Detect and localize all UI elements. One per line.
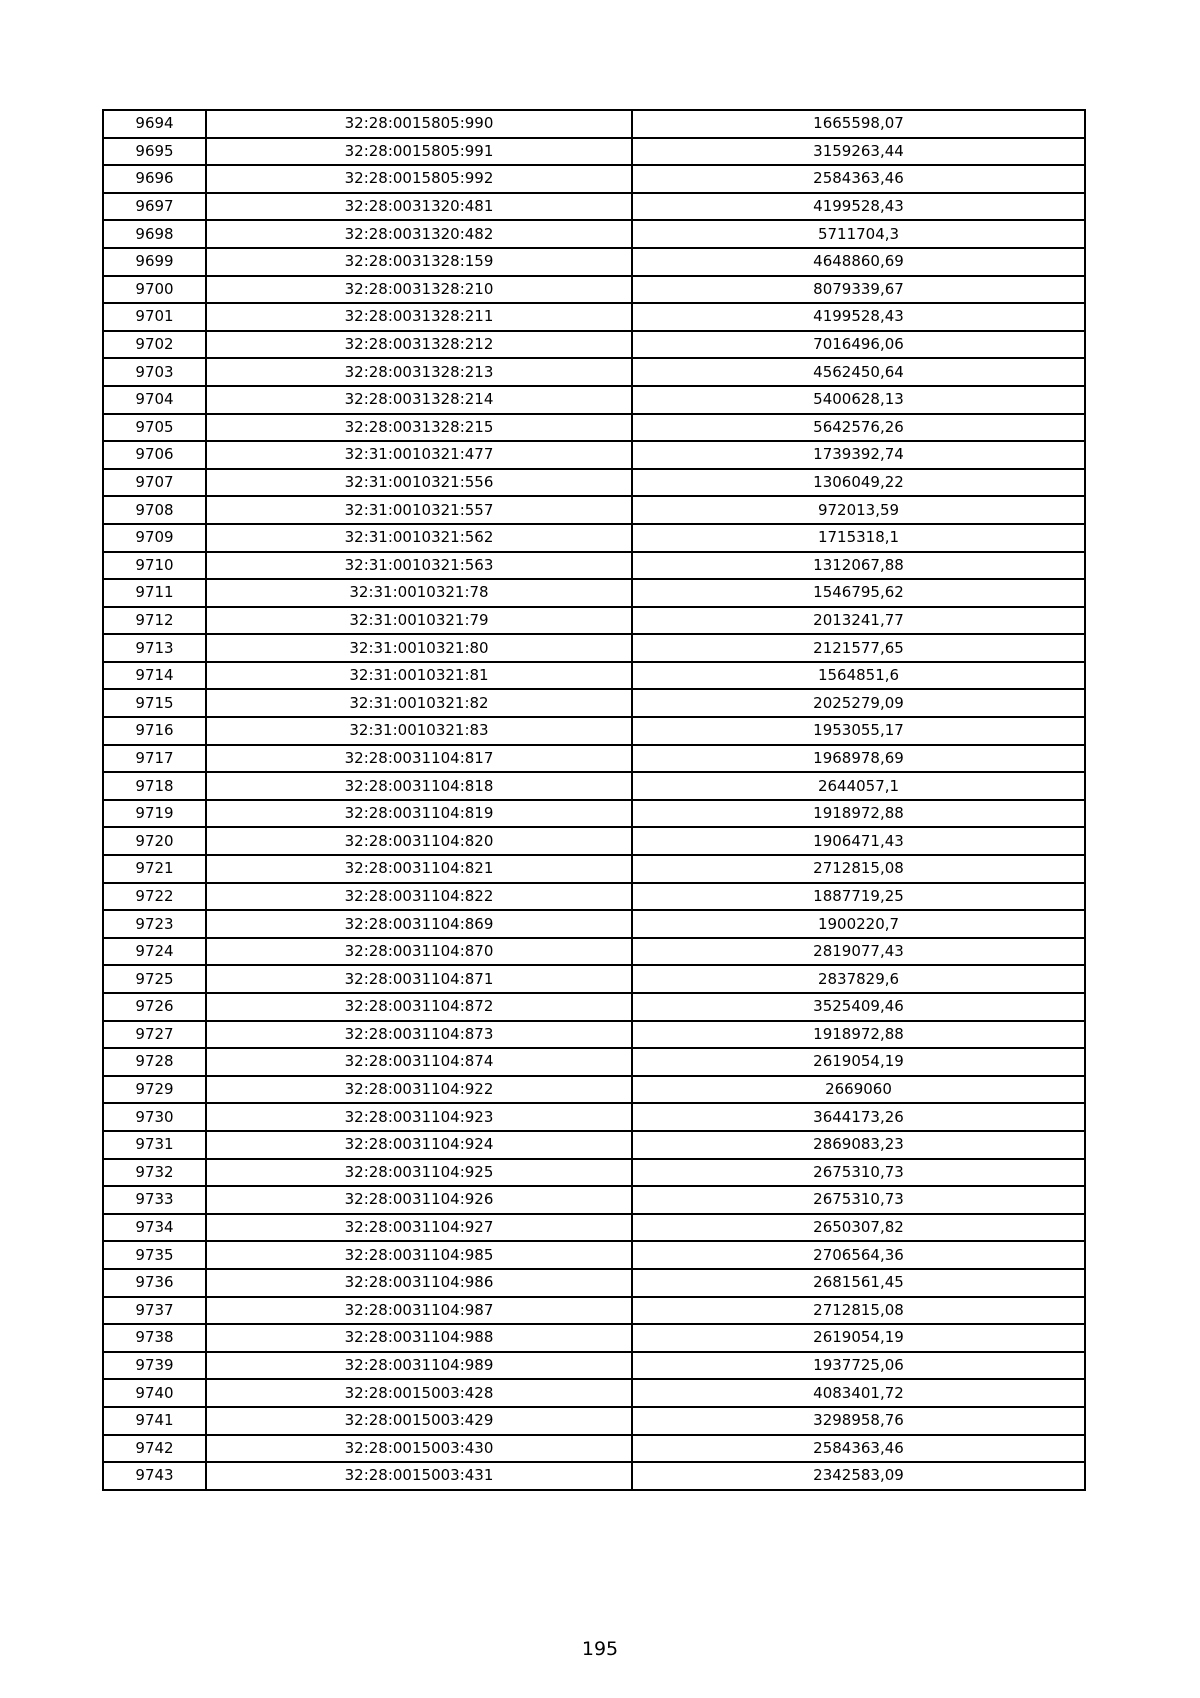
row-number-cell: 9708 [103,496,206,524]
value-cell: 2025279,09 [632,689,1085,717]
row-number-cell: 9743 [103,1462,206,1490]
table-row [103,965,1085,993]
value-cell: 2619054,19 [632,1324,1085,1352]
table-row [103,827,1085,855]
value-cell: 4562450,64 [632,358,1085,386]
row-number-cell: 9726 [103,993,206,1021]
row-number-cell: 9716 [103,717,206,745]
table-row [103,1324,1085,1352]
row-number-cell: 9722 [103,883,206,911]
row-number-cell: 9702 [103,331,206,359]
table-row [103,1048,1085,1076]
value-cell: 8079339,67 [632,276,1085,304]
table-row [103,1241,1085,1269]
row-number-cell: 9742 [103,1435,206,1463]
value-cell: 2669060 [632,1076,1085,1104]
value-cell: 2675310,73 [632,1159,1085,1187]
row-number-cell: 9721 [103,855,206,883]
cadastral-number-cell: 32:28:0015805:992 [206,165,632,193]
cadastral-number-cell: 32:28:0031320:481 [206,193,632,221]
cadastral-number-cell: 32:28:0031104:820 [206,827,632,855]
row-number-cell: 9731 [103,1131,206,1159]
value-cell: 2644057,1 [632,772,1085,800]
cadastral-number-cell: 32:28:0031104:922 [206,1076,632,1104]
table-row [103,303,1085,331]
cadastral-number-cell: 32:28:0031104:989 [206,1352,632,1380]
value-cell: 1918972,88 [632,800,1085,828]
table-row [103,552,1085,580]
table-row [103,1297,1085,1325]
cadastral-number-cell: 32:28:0031104:870 [206,938,632,966]
value-cell: 2712815,08 [632,855,1085,883]
table-row [103,662,1085,690]
cadastral-number-cell: 32:28:0015805:990 [206,110,632,138]
table-row [103,579,1085,607]
value-cell: 7016496,06 [632,331,1085,359]
cadastral-number-cell: 32:28:0031104:985 [206,1241,632,1269]
value-cell: 1906471,43 [632,827,1085,855]
table-row [103,276,1085,304]
value-cell: 2706564,36 [632,1241,1085,1269]
value-cell: 2675310,73 [632,1186,1085,1214]
table-row [103,469,1085,497]
value-cell: 1953055,17 [632,717,1085,745]
cadastral-number-cell: 32:28:0031104:818 [206,772,632,800]
value-cell: 2342583,09 [632,1462,1085,1490]
row-number-cell: 9701 [103,303,206,331]
row-number-cell: 9735 [103,1241,206,1269]
row-number-cell: 9719 [103,800,206,828]
table-row [103,855,1085,883]
cadastral-number-cell: 32:28:0031104:988 [206,1324,632,1352]
cadastral-number-cell: 32:28:0015003:428 [206,1379,632,1407]
table-row [103,938,1085,966]
cadastral-number-cell: 32:28:0031328:211 [206,303,632,331]
table-row [103,414,1085,442]
value-cell: 5642576,26 [632,414,1085,442]
row-number-cell: 9723 [103,910,206,938]
table-row [103,386,1085,414]
value-cell: 4199528,43 [632,303,1085,331]
value-cell: 1306049,22 [632,469,1085,497]
value-cell: 1968978,69 [632,745,1085,773]
row-number-cell: 9739 [103,1352,206,1380]
table-row [103,1407,1085,1435]
row-number-cell: 9736 [103,1269,206,1297]
value-cell: 2584363,46 [632,165,1085,193]
value-cell: 4648860,69 [632,248,1085,276]
table-row [103,496,1085,524]
row-number-cell: 9707 [103,469,206,497]
cadastral-number-cell: 32:28:0031320:482 [206,220,632,248]
row-number-cell: 9727 [103,1021,206,1049]
table-row [103,165,1085,193]
table-row [103,248,1085,276]
value-cell: 2837829,6 [632,965,1085,993]
table-row [103,1379,1085,1407]
value-cell: 2650307,82 [632,1214,1085,1242]
table-row [103,1352,1085,1380]
table-row [103,110,1085,138]
cadastral-number-cell: 32:28:0015805:991 [206,138,632,166]
cadastral-number-cell: 32:28:0031104:871 [206,965,632,993]
row-number-cell: 9703 [103,358,206,386]
table-row [103,358,1085,386]
row-number-cell: 9724 [103,938,206,966]
value-cell: 2121577,65 [632,634,1085,662]
cadastral-number-cell: 32:28:0031104:927 [206,1214,632,1242]
value-cell: 1715318,1 [632,524,1085,552]
value-cell: 3298958,76 [632,1407,1085,1435]
cadastral-number-cell: 32:28:0031104:986 [206,1269,632,1297]
table-row [103,1021,1085,1049]
cadastral-number-cell: 32:28:0031328:212 [206,331,632,359]
row-number-cell: 9720 [103,827,206,855]
cadastral-number-cell: 32:28:0031104:873 [206,1021,632,1049]
table-row [103,1462,1085,1490]
value-cell: 1887719,25 [632,883,1085,911]
cadastral-number-cell: 32:28:0031104:821 [206,855,632,883]
table-body [103,110,1085,1490]
table-row [103,524,1085,552]
row-number-cell: 9718 [103,772,206,800]
value-cell: 4083401,72 [632,1379,1085,1407]
cadastral-number-cell: 32:31:0010321:556 [206,469,632,497]
row-number-cell: 9699 [103,248,206,276]
value-cell: 1665598,07 [632,110,1085,138]
cadastral-number-cell: 32:28:0015003:431 [206,1462,632,1490]
cadastral-number-cell: 32:28:0015003:430 [206,1435,632,1463]
table-row [103,1103,1085,1131]
cadastral-number-cell: 32:28:0015003:429 [206,1407,632,1435]
row-number-cell: 9710 [103,552,206,580]
value-cell: 1739392,74 [632,441,1085,469]
row-number-cell: 9741 [103,1407,206,1435]
cadastral-number-cell: 32:31:0010321:557 [206,496,632,524]
row-number-cell: 9713 [103,634,206,662]
cadastral-number-cell: 32:28:0031328:215 [206,414,632,442]
page-number: 195 [581,1638,619,1660]
value-cell: 2584363,46 [632,1435,1085,1463]
row-number-cell: 9697 [103,193,206,221]
cadastral-number-cell: 32:31:0010321:563 [206,552,632,580]
cadastral-number-cell: 32:28:0031104:924 [206,1131,632,1159]
cadastral-number-cell: 32:28:0031328:213 [206,358,632,386]
value-cell: 1564851,6 [632,662,1085,690]
value-cell: 5400628,13 [632,386,1085,414]
table-row [103,800,1085,828]
value-cell: 2712815,08 [632,1297,1085,1325]
row-number-cell: 9728 [103,1048,206,1076]
table-row [103,138,1085,166]
cadastral-number-cell: 32:28:0031104:987 [206,1297,632,1325]
row-number-cell: 9729 [103,1076,206,1104]
row-number-cell: 9704 [103,386,206,414]
row-number-cell: 9712 [103,607,206,635]
row-number-cell: 9738 [103,1324,206,1352]
value-cell: 2619054,19 [632,1048,1085,1076]
cadastral-number-cell: 32:28:0031328:210 [206,276,632,304]
table-row [103,910,1085,938]
value-cell: 2869083,23 [632,1131,1085,1159]
value-cell: 972013,59 [632,496,1085,524]
table-row [103,1186,1085,1214]
value-cell: 1918972,88 [632,1021,1085,1049]
table-row [103,1131,1085,1159]
cadastral-number-cell: 32:31:0010321:82 [206,689,632,717]
value-cell: 1546795,62 [632,579,1085,607]
table-row [103,883,1085,911]
cadastral-number-cell: 32:28:0031104:926 [206,1186,632,1214]
row-number-cell: 9730 [103,1103,206,1131]
cadastral-number-cell: 32:28:0031104:923 [206,1103,632,1131]
table-row [103,1076,1085,1104]
row-number-cell: 9696 [103,165,206,193]
value-cell: 4199528,43 [632,193,1085,221]
value-cell: 5711704,3 [632,220,1085,248]
cadastral-number-cell: 32:31:0010321:477 [206,441,632,469]
value-cell: 1312067,88 [632,552,1085,580]
table-row [103,745,1085,773]
row-number-cell: 9695 [103,138,206,166]
table-row [103,607,1085,635]
table-row [103,717,1085,745]
table-row [103,1435,1085,1463]
row-number-cell: 9700 [103,276,206,304]
value-cell: 3525409,46 [632,993,1085,1021]
cadastral-number-cell: 32:31:0010321:562 [206,524,632,552]
row-number-cell: 9737 [103,1297,206,1325]
cadastral-number-cell: 32:31:0010321:80 [206,634,632,662]
row-number-cell: 9714 [103,662,206,690]
cadastral-number-cell: 32:28:0031104:817 [206,745,632,773]
cadastral-number-cell: 32:31:0010321:78 [206,579,632,607]
value-cell: 2013241,77 [632,607,1085,635]
value-cell: 1937725,06 [632,1352,1085,1380]
cadastral-number-cell: 32:31:0010321:81 [206,662,632,690]
row-number-cell: 9733 [103,1186,206,1214]
row-number-cell: 9740 [103,1379,206,1407]
row-number-cell: 9725 [103,965,206,993]
cadastral-number-cell: 32:28:0031104:874 [206,1048,632,1076]
table-row [103,993,1085,1021]
row-number-cell: 9694 [103,110,206,138]
row-number-cell: 9709 [103,524,206,552]
table-row [103,193,1085,221]
table-row [103,1269,1085,1297]
row-number-cell: 9734 [103,1214,206,1242]
row-number-cell: 9706 [103,441,206,469]
table-row [103,689,1085,717]
value-cell: 2681561,45 [632,1269,1085,1297]
value-cell: 2819077,43 [632,938,1085,966]
cadastral-number-cell: 32:31:0010321:79 [206,607,632,635]
row-number-cell: 9715 [103,689,206,717]
cadastral-number-cell: 32:31:0010321:83 [206,717,632,745]
table-row [103,331,1085,359]
cadastral-number-cell: 32:28:0031104:869 [206,910,632,938]
cadastral-number-cell: 32:28:0031104:822 [206,883,632,911]
cadastral-number-cell: 32:28:0031104:872 [206,993,632,1021]
row-number-cell: 9698 [103,220,206,248]
table-row [103,1214,1085,1242]
cadastral-number-cell: 32:28:0031328:214 [206,386,632,414]
row-number-cell: 9717 [103,745,206,773]
table-row [103,441,1085,469]
cadastral-number-cell: 32:28:0031104:819 [206,800,632,828]
cadastral-number-cell: 32:28:0031104:925 [206,1159,632,1187]
value-cell: 3159263,44 [632,138,1085,166]
table-row [103,772,1085,800]
row-number-cell: 9711 [103,579,206,607]
value-cell: 3644173,26 [632,1103,1085,1131]
table-row [103,220,1085,248]
row-number-cell: 9732 [103,1159,206,1187]
value-cell: 1900220,7 [632,910,1085,938]
table-row [103,1159,1085,1187]
cadastral-number-cell: 32:28:0031328:159 [206,248,632,276]
data-table [102,109,1086,1491]
table-row [103,634,1085,662]
row-number-cell: 9705 [103,414,206,442]
